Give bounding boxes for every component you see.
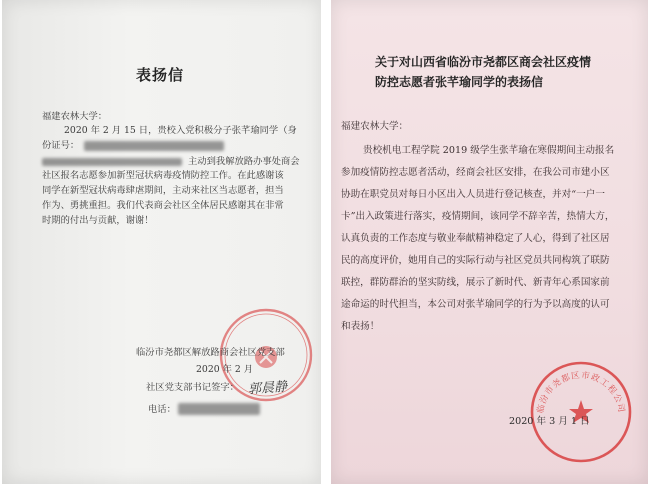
handwritten-signature: 郭晨静: [247, 379, 288, 398]
left-letter-page: [2, 0, 321, 484]
left-organization-name: 临汾市尧都区解放路商会社区党支部: [136, 347, 285, 358]
right-body-line: 联控，群防群治的坚实防线，展示了新时代、新青年心系国家前: [341, 277, 610, 288]
right-body-line: 卡”出入政策进行落实，疫情期间，该同学不辞辛苦，热情大方，: [341, 211, 615, 222]
phone-label: 电话：: [148, 404, 176, 415]
seal-text: 临汾市尧都区市政工程公司: [535, 370, 627, 415]
right-body-line: 途命运的时代担当，本公司对张芊瑜同学的行为予以高度的认可: [341, 299, 610, 310]
secretary-signature-label: 社区党支部书记签字：: [146, 382, 239, 393]
right-salutation: 福建农林大学：: [341, 121, 409, 132]
left-body-line: 份证号：: [42, 140, 80, 151]
right-body-line: 协助在职党员对每日小区出入人员进行登记核查，并对“一户一: [341, 189, 605, 200]
left-body-line: 同学在新型冠状病毒肆虐期间，主动来社区当志愿者，担当: [42, 185, 284, 196]
left-body-line: 作为、勇挑重担。我们代表商会社区全体居民感谢其在非常: [42, 200, 284, 211]
redacted-id-number: [84, 141, 224, 151]
right-company-seal: [527, 358, 635, 466]
right-body-line: 参加疫情防控志愿者活动，经商会社区安排，在我公司市建小区: [341, 167, 610, 178]
right-body-line: 和表扬！: [341, 321, 380, 332]
left-salutation: 福建农林大学：: [42, 111, 108, 122]
right-body-line: 民的高度评价，她用自己的实际行动与社区党员共同构筑了联防: [341, 255, 610, 266]
right-body-line: 认真负责的工作态度与敬业奉献精神稳定了人心，得到了社区居: [341, 233, 610, 244]
redacted-phone-number: [178, 403, 260, 415]
right-letter-title-line2: 防控志愿者张芊瑜同学的表扬信: [375, 75, 544, 89]
right-date: 2020 年 3 月 1 日: [509, 416, 590, 427]
right-letter-page: [331, 0, 648, 484]
left-body-line: 社区报名志愿参加新型冠状病毒疫情防控工作。在此感谢该: [42, 170, 284, 181]
left-body-line: 主动到我解放路办事处商会: [188, 156, 300, 167]
redacted-id-number-cont: [42, 158, 182, 166]
right-letter-title-line1: 关于对山西省临汾市尧都区商会社区疫情: [375, 55, 592, 69]
left-body-line: 时期的付出与贡献，谢谢！: [42, 215, 154, 226]
left-letter-title: 表扬信: [136, 66, 185, 84]
left-body-line: 2020 年 2 月 15 日，贵校入党积极分子张芊瑜同学（身: [64, 125, 297, 136]
left-date: 2020 年 2 月: [196, 364, 254, 375]
right-body-line: 贵校机电工程学院 2019 级学生张芊瑜在寒假期间主动报名: [363, 145, 615, 156]
